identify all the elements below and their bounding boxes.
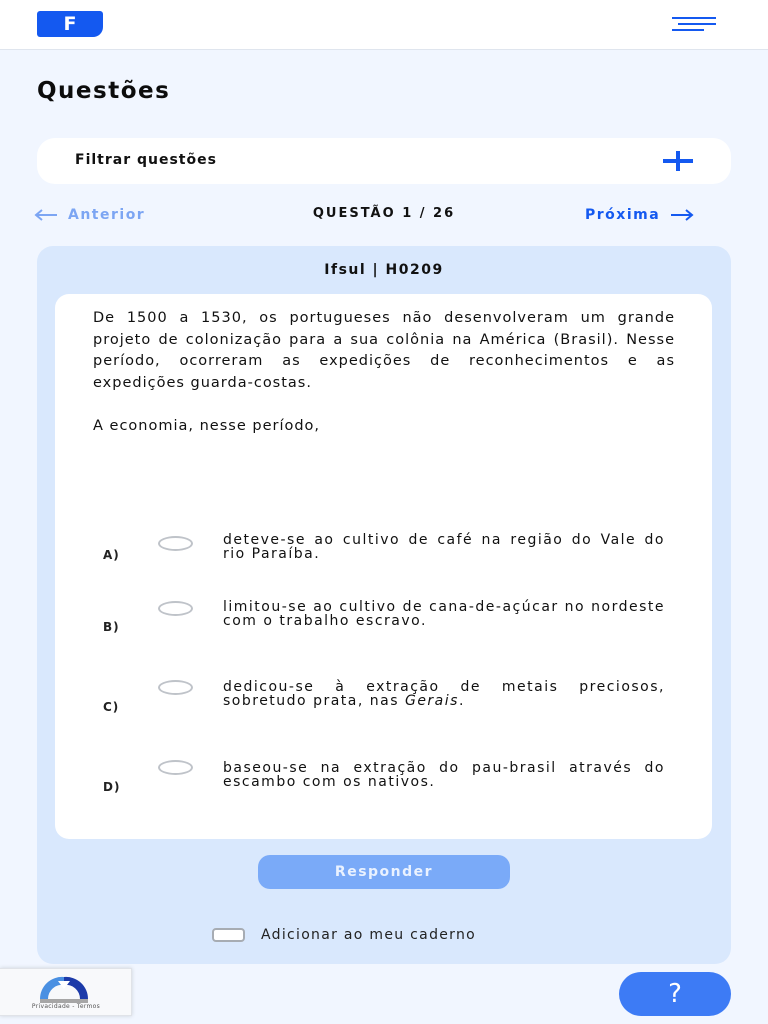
option-letter: B) xyxy=(103,620,120,634)
help-button[interactable]: ? xyxy=(619,972,731,1016)
option-text: baseou-se na extração do pau-brasil através do escambo com os nativos. xyxy=(223,760,665,790)
question-card xyxy=(37,246,731,964)
arrow-right-icon xyxy=(670,209,694,221)
recaptcha-privacy-terms[interactable]: Privacidade - Termos xyxy=(31,1003,101,1010)
option-b[interactable] xyxy=(55,600,712,660)
option-text: limitou-se ao cultivo de cana-de-açúcar no nordeste com o trabalho escravo. xyxy=(223,599,665,629)
recaptcha-icon xyxy=(30,973,98,1003)
option-text-italic: Gerais xyxy=(404,692,459,709)
option-text-suffix: . xyxy=(458,692,465,709)
option-text: deteve-se ao cultivo de café na região do Vale do rio Paraíba. xyxy=(223,532,665,562)
option-a-radio[interactable] xyxy=(158,536,193,551)
question-source: Ifsul | H0209 xyxy=(324,262,444,278)
option-c-radio[interactable] xyxy=(158,680,193,695)
option-text xyxy=(223,681,665,708)
statement-paragraph: De 1500 a 1530, os portugueses não desenvolveram um grande projeto de colonização para a sua colônia na América (Brasil). Nesse período, ocorreram as expedições de reconhecimentos e as expedições guarda-costas. xyxy=(93,310,675,391)
previous-question-link[interactable] xyxy=(34,205,145,225)
option-letter: D) xyxy=(103,780,121,794)
previous-question-label: Anterior xyxy=(68,207,146,223)
hamburger-menu-icon[interactable] xyxy=(672,16,716,32)
option-d-radio[interactable] xyxy=(158,760,193,775)
add-to-notebook-checkbox[interactable] xyxy=(212,928,245,942)
brand-logo[interactable]: F xyxy=(37,11,103,37)
question-statement xyxy=(93,308,675,459)
plus-icon[interactable] xyxy=(663,150,693,172)
option-text-main: dedicou-se à extração de metais preciosos, sobretudo prata, nas xyxy=(223,679,665,709)
option-letter: A) xyxy=(103,548,120,562)
statement-prompt: A economia, nesse período, xyxy=(93,417,321,434)
question-counter: QUESTÃO 1 / 26 xyxy=(312,206,456,221)
filter-questions-bar[interactable] xyxy=(37,138,731,184)
recaptcha-badge[interactable] xyxy=(0,968,132,1016)
top-header xyxy=(0,0,768,50)
question-body xyxy=(55,294,712,839)
option-c[interactable] xyxy=(55,679,712,739)
arrow-left-icon xyxy=(34,209,58,221)
submit-answer-button[interactable]: Responder xyxy=(258,855,510,889)
option-letter: C) xyxy=(103,700,120,714)
page-title: Questões xyxy=(37,78,171,104)
option-a[interactable] xyxy=(55,534,712,594)
next-question-link[interactable] xyxy=(585,205,694,225)
next-question-label: Próxima xyxy=(585,207,661,223)
option-b-radio[interactable] xyxy=(158,601,193,616)
option-d[interactable] xyxy=(55,760,712,820)
add-to-notebook-label[interactable]: Adicionar ao meu caderno xyxy=(261,927,477,943)
filter-questions-label: Filtrar questões xyxy=(75,152,217,168)
